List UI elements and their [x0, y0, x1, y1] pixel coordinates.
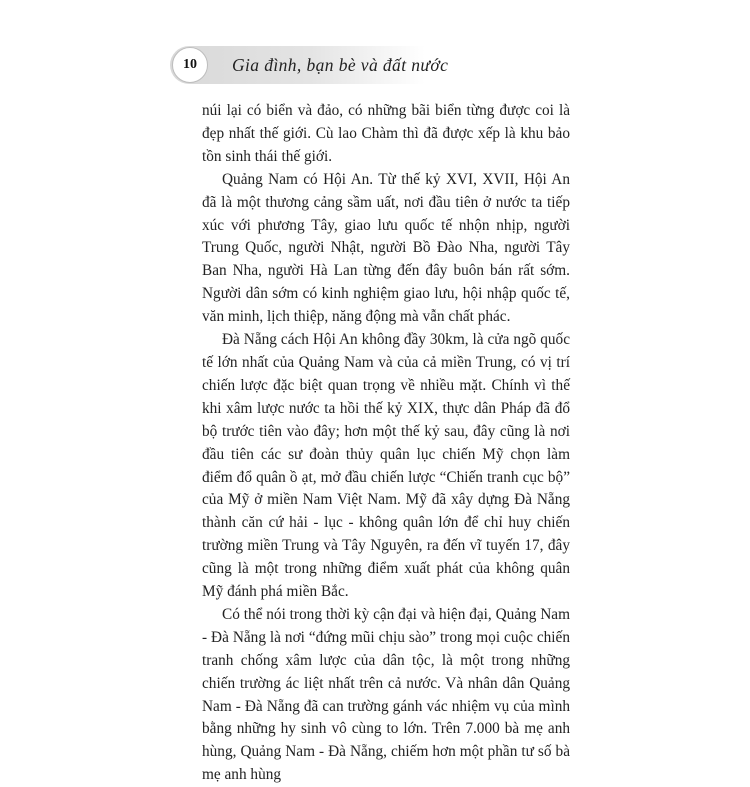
paragraph-3: Đà Nẵng cách Hội An không đầy 30km, là cửa ngõ quốc tế lớn nhất của Quảng Nam và của cả miền Trung, có vị trí chiến lược đặc biệt quan trọng về nhiều mặt. Chính vì thế khi xâm lược nước ta hồi thế kỷ XIX, thực dân Pháp đã đổ bộ trước tiên vào đây; hơn một thế kỷ sau, đây cũng là nơi đầu tiên các sư đoàn thủy quân lục chiến Mỹ chọn làm điểm đổ quân ồ ạt, mở đầu chiến lược “Chiến tranh cục bộ” của Mỹ ở miền Nam Việt Nam. Mỹ đã xây dựng Đà Nẵng thành căn cứ hải - lục - không quân lớn để chỉ huy chiến trường miền Trung và Tây Nguyên, ra đến vĩ tuyến 17, đây cũng là một trong những điểm xuất phát của không quân Mỹ đánh phá miền Bắc.: [202, 331, 570, 601]
book-title: Gia đình, bạn bè và đất nước: [232, 55, 449, 75]
running-header: [170, 46, 449, 84]
page-number: 10: [172, 47, 208, 83]
paragraph-2: Quảng Nam có Hội An. Từ thế kỷ XVI, XVII, Hội An đã là một thương cảng sầm uất, nơi đầu tiên ở nước ta tiếp xúc với phương Tây, giao lưu quốc tế nhộn nhịp, người Trung Quốc, người Nhật, người Bồ Đào Nha, người Tây Ban Nha, người Hà Lan từng đến đây buôn bán rất sớm. Người dân sớm có kinh nghiệm giao lưu, hội nhập quốc tế, văn minh, lịch thiệp, năng động mà vẫn chất phác.: [202, 170, 570, 326]
body-text: [202, 100, 570, 787]
paragraph-4: Có thể nói trong thời kỳ cận đại và hiện đại, Quảng Nam - Đà Nẵng là nơi “đứng mũi chịu sào” trong mọi cuộc chiến tranh chống xâm lược của dân tộc, là một trong những chiến trường ác liệt nhất trên cả nước. Và nhân dân Quảng Nam - Đà Nẵng đã can trường gánh vác nhiệm vụ của mình bằng những hy sinh vô cùng to lớn. Trên 7.000 bà mẹ anh hùng, Quảng Nam - Đà Nẵng, chiếm hơn một phần tư số bà mẹ anh hùng: [202, 605, 570, 784]
paragraph-1: núi lại có biển và đảo, có những bãi biển từng được coi là đẹp nhất thế giới. Cù lao Chàm thì đã được xếp là khu bảo tồn sinh thái thế giới.: [202, 102, 570, 165]
